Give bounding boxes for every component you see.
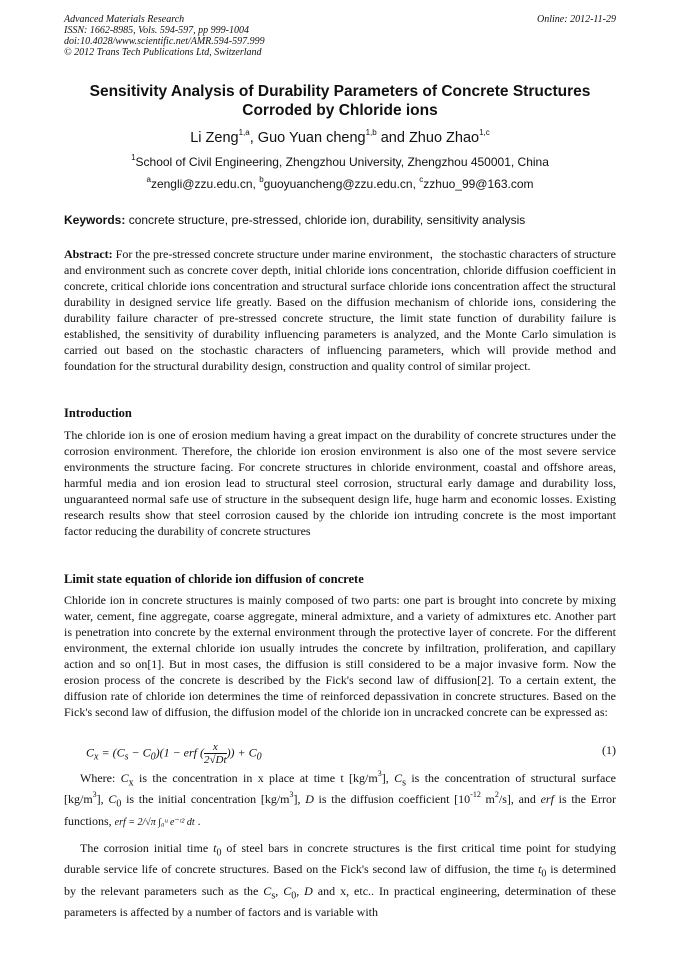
author-affil-marker: 1,a [238, 128, 250, 138]
section-heading-limit-state: Limit state equation of chloride ion diffusion of concrete [64, 572, 364, 586]
text-run: and x, etc.. In practical engineering, determination of these parameters is affected by a number of factors and is variable with [64, 883, 617, 920]
keywords-label: Keywords: [64, 213, 126, 227]
text-run: The corrosion initial time [80, 841, 214, 855]
text-run: , [296, 883, 305, 898]
section-heading-introduction: Introduction [64, 406, 132, 420]
symbol-sub: s [271, 890, 276, 902]
symbol-sub: x [128, 777, 134, 789]
abstract-label: Abstract: [64, 247, 113, 261]
author-name: Guo Yuan cheng [257, 130, 366, 146]
email: zengli@zzu.edu.cn, [150, 177, 260, 191]
symbol-sub: s [402, 777, 406, 789]
text-run: m [480, 792, 495, 807]
text-run: is the concentration of structural surface [kg/m [64, 771, 616, 807]
unit-sup: -12 [470, 790, 481, 800]
text-run: Where: [80, 771, 121, 785]
paper-title [64, 82, 616, 120]
symbol-sub: 0 [216, 847, 222, 859]
text-run: ], [96, 792, 109, 807]
eq-lhs: C [86, 745, 95, 760]
erf-definition: erf = 2/√π ∫₀ᵘ e⁻ᵗ² dt [114, 816, 195, 828]
text-run: of steel bars in concrete structures is the first critical time point for studying durable service life of concrete structures. Based on the Fick's second law of diffusion, the time [64, 841, 616, 877]
issn-line: ISSN: 1662-8985, Vols. 594-597, pp 999-1004 [64, 25, 249, 36]
unit-sup: 3 [92, 790, 97, 800]
online-date: Online: 2012-11-29 [537, 14, 616, 25]
text-run: is the concentration in x place at time t [kg/m [133, 771, 378, 785]
keywords-text: concrete structure, pre-stressed, chloride ion, durability, sensitivity analysis [125, 213, 526, 227]
symbol: erf [540, 792, 554, 807]
symbol: t [538, 862, 542, 877]
symbol: C [283, 883, 292, 898]
author-list [64, 129, 616, 147]
eq-part: )(1 − erf ( [155, 745, 205, 760]
title-line-1: Sensitivity Analysis of Durability Parameters of Concrete Structures [89, 83, 591, 100]
text-run: is the initial concentration [kg/m [121, 792, 290, 807]
email: zzhuo_99@163.com [423, 177, 534, 191]
symbol: D [304, 883, 313, 898]
text-run: , [275, 883, 284, 898]
eq-fraction [204, 741, 227, 766]
author-name: Li Zeng [190, 130, 239, 146]
corrosion-paragraph [64, 840, 616, 920]
symbol-sub: 0 [116, 798, 122, 810]
affiliation-marker: 1 [131, 153, 136, 162]
where-paragraph [64, 770, 616, 831]
text-run: ], [381, 771, 395, 785]
eq-part: = (C [98, 745, 125, 760]
equation-number: (1) [602, 743, 616, 757]
symbol: t [213, 841, 217, 855]
eq-part: )) + C [226, 745, 257, 760]
author-separator: , [249, 130, 258, 146]
eq-sub: x [94, 751, 99, 763]
text-run: is determined by the relevant parameters such as the [64, 862, 617, 898]
email-marker: c [419, 175, 424, 184]
symbol: C [263, 883, 272, 898]
author-affil-marker: 1,b [365, 128, 377, 138]
symbol: C [108, 792, 117, 807]
affiliation-text: School of Civil Engineering, Zhengzhou University, Zhengzhou 450001, China [135, 155, 549, 169]
text-run: is the diffusion coefficient [10 [313, 792, 471, 807]
limit-state-paragraph: Chloride ion in concrete structures is mainly composed of two parts: one part is brought into concrete by mixing water, cement, fine aggregate, coarse aggregate, mineral admixture, and a variety of admixtures etc. Another part is penetration into concrete by the external environment through the protective layer of concrete. For the different environment, the external chloride ion usually intrudes the concrete by infiltration, proliferation, and capillary action and so on[1]. But in most cases, the diffusion is still considered to be a major invasive form. Now the erosion process of the concrete is described by the Fick's second law of diffusion[2]. To a certain extent, the diffusion rate of chloride ion determines the time of reinforced depassivation in concrete structures. Based on the Fick's second law of diffusion, the diffusion model of the chloride ion in uncracked concrete can be expressed as: [64, 593, 616, 719]
title-line-2: Corroded by Chloride ions [242, 102, 438, 119]
author-name: Zhuo Zhao [408, 130, 480, 146]
eq-numerator: x [204, 741, 227, 754]
text-run: ], [293, 792, 306, 807]
doi-line: doi:10.4028/www.scientific.net/AMR.594-597.999 [64, 36, 265, 47]
publication-header [64, 14, 616, 58]
eq-part: − C [128, 745, 151, 760]
symbol-sub: 0 [541, 868, 547, 880]
text-run: /s], and [498, 792, 541, 807]
unit-sup: 3 [289, 790, 294, 800]
symbol: D [305, 792, 314, 807]
eq-sub: s [124, 751, 129, 763]
abstract-text: For the pre-stressed concrete structure under marine environment，the stochastic characters of structure and environment such as concrete cover depth, initial chloride ions concentration, chloride diffusion coefficient in concrete, critical chloride ions concentration and structural surface chloride ions concentration affect the structural durability in designed service life greatly. Based on the diffusion mechanism of chloride ions, considering the durability failure character of pre-stressed concrete structure, the limit state function of durability failure is established, the sensitivity of durability influencing parameters is analyzed, and the Monte Carlo simulation is carried out based on the stochastic characters of influencing parameters, which will provide method and foundation for the structural durability design, construction and quality control of similar project. [64, 247, 616, 373]
symbol: C [394, 771, 403, 785]
keywords [64, 213, 616, 228]
text-run: . [194, 813, 201, 828]
text-run: is the Error functions, [64, 792, 617, 828]
symbol: C [120, 771, 129, 785]
eq-sub: 0 [150, 751, 156, 763]
email-marker: a [146, 175, 151, 184]
email-marker: b [259, 175, 264, 184]
copyright-line: © 2012 Trans Tech Publications Ltd, Switzerland [64, 47, 262, 58]
author-affil-marker: 1,c [479, 128, 490, 138]
eq-sub: 0 [256, 751, 262, 763]
author-separator: and [376, 130, 409, 146]
introduction-paragraph: The chloride ion is one of erosion medium having a great impact on the durability of concrete structures under the corrosion environment. Therefore, the chloride ion erosion environment is also one of the most severe service environments the structure facing. For concrete structures in chloride environment, coastal and offshore areas, harmful media and ion erosion lead to structural steel corrosion, structural early damage and durability loss, unguaranteed normal safe use of structure in the subsequent design life, huge harm and economic losses. Existing research results show that steel corrosion caused by the chloride ion intruding concrete is the most important factor reducing the durability of concrete structures [64, 428, 616, 538]
unit-sup: 2 [494, 790, 499, 800]
symbol-sub: 0 [291, 890, 297, 902]
email: guoyuancheng@zzu.edu.cn, [263, 177, 420, 191]
journal-name: Advanced Materials Research [64, 14, 185, 25]
unit-sup: 3 [377, 769, 382, 778]
abstract [64, 246, 616, 374]
eq-denominator: 2√Dt [204, 754, 227, 766]
affiliation [64, 155, 616, 170]
equation-1 [86, 741, 616, 767]
author-emails [64, 177, 616, 192]
